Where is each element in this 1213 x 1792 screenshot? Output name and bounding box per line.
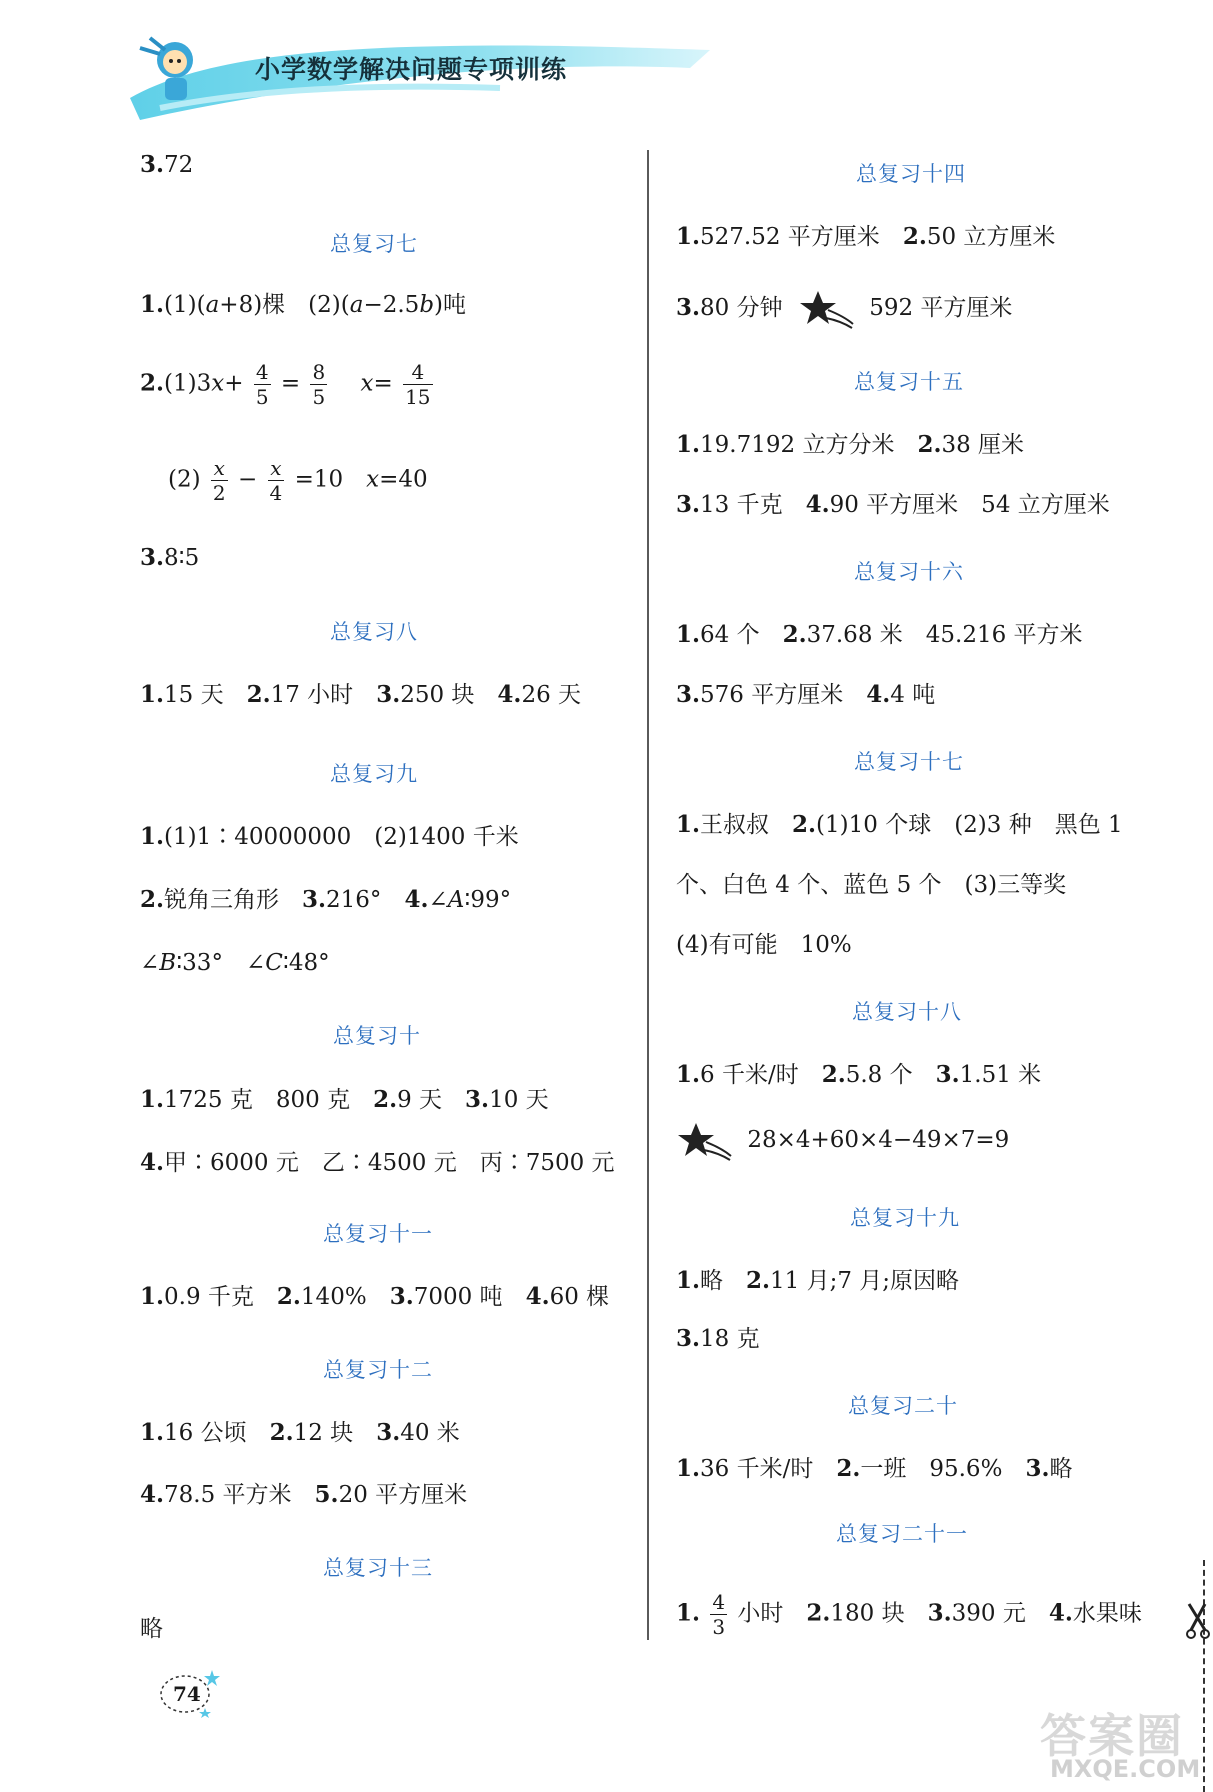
header-title: 小学数学解决问题专项训练 — [255, 55, 568, 84]
star-icon — [204, 1670, 220, 1686]
answer-line: 2.(1)3x+ $\frac{4}{5}$ = $\frac{8}{5}$ x= $\frac{4}{15}$ — [140, 360, 431, 409]
section-heading: 总复习十九 — [850, 1206, 960, 1230]
section-heading: 总复习二十 — [848, 1394, 958, 1418]
answer-line: 略 — [140, 1616, 163, 1642]
answer-line: 2.锐角三角形 3.216° 4.∠A∶99° — [140, 886, 512, 913]
section-heading: 总复习十四 — [856, 162, 966, 186]
answer-line: 3.72 — [140, 151, 194, 178]
answer-line: 1.36 千米/时 2.一班 95.6% 3.略 — [676, 1455, 1073, 1482]
fraction: $\frac{4}{15}$ — [405, 360, 431, 409]
scissors-icon — [1185, 1600, 1211, 1640]
fraction: $\frac{8}{5}$ — [312, 360, 326, 409]
star-icon — [798, 288, 854, 330]
answer-line: 1.1725 克 800 克 2.9 天 3.10 天 — [140, 1086, 549, 1113]
section-heading: 总复习九 — [330, 762, 418, 786]
fraction: $\frac{4}{3}$ — [712, 1590, 726, 1639]
watermark: 答案圈 — [1040, 1709, 1184, 1763]
answer-line: 3.13 千克 4.90 平方厘米 54 立方厘米 — [676, 491, 1110, 518]
section-heading: 总复习七 — [330, 232, 418, 256]
answer-line: 3.8∶5 — [140, 544, 200, 571]
answer-line: 1.(1)(a+8)棵 (2)(a−2.5b)吨 — [140, 291, 467, 318]
section-heading: 总复习十三 — [323, 1556, 433, 1580]
section-heading: 总复习二十一 — [836, 1522, 968, 1546]
page-number: 74 — [173, 1682, 201, 1706]
answer-line: 1.64 个 2.37.68 米 45.216 平方米 — [676, 621, 1083, 648]
answer-line: 4.甲∶6000 元 乙∶4500 元 丙∶7500 元 — [140, 1149, 615, 1176]
answer-line: 3.576 平方厘米 4.4 吨 — [676, 681, 936, 708]
answer-line: 1.王叔叔 2.(1)10 个球 (2)3 种 黑色 1 — [676, 811, 1123, 838]
section-heading: 总复习十六 — [854, 560, 964, 584]
answer-line: 1.略 2.11 月;7 月;原因略 — [676, 1267, 960, 1294]
answer-line: 1.16 公顷 2.12 块 3.40 米 — [140, 1419, 460, 1446]
column-divider — [647, 150, 649, 1640]
answer-line: ∠B∶33° ∠C∶48° — [140, 950, 330, 976]
answer-line: 1.15 天 2.17 小时 3.250 块 4.26 天 — [140, 681, 582, 708]
answer-line: (4)有可能 10% — [676, 932, 852, 958]
answer-line: 1.(1)1∶40000000 (2)1400 千米 — [140, 823, 519, 850]
answer-line: 28×4+60×4−49×7=9 — [676, 1120, 1009, 1162]
answer-line: 1.19.7192 立方分米 2.38 厘米 — [676, 431, 1025, 458]
star-icon — [676, 1120, 732, 1162]
fraction: $\frac{x}{4}$ — [269, 456, 283, 505]
section-heading: 总复习十五 — [854, 370, 964, 394]
cut-line — [1203, 1560, 1205, 1792]
answer-line: 3.80 分钟 592 平方厘米 — [676, 288, 1012, 330]
section-heading: 总复习十一 — [323, 1222, 433, 1246]
answer-line: 1.0.9 千克 2.140% 3.7000 吨 4.60 棵 — [140, 1283, 610, 1310]
answer-line: 1.527.52 平方厘米 2.50 立方厘米 — [676, 223, 1056, 250]
section-heading: 总复习十七 — [854, 750, 964, 774]
fraction: $\frac{4}{5}$ — [255, 360, 269, 409]
answer-line: 4.78.5 平方米 5.20 平方厘米 — [140, 1481, 468, 1508]
answer-line: 1.6 千米/时 2.5.8 个 3.1.51 米 — [676, 1061, 1042, 1088]
section-heading: 总复习八 — [330, 620, 418, 644]
fraction: $\frac{x}{2}$ — [212, 456, 226, 505]
section-heading: 总复习十二 — [323, 1358, 433, 1382]
watermark-url: MXQE.COM — [1050, 1755, 1201, 1783]
section-heading: 总复习十 — [333, 1024, 421, 1048]
answer-line: (2) $\frac{x}{2}$ − $\frac{x}{4}$ =10 x=40 — [168, 456, 428, 505]
answer-line: 1. $\frac{4}{3}$ 小时 2.180 块 3.390 元 4.水果味 — [676, 1590, 1142, 1639]
answer-line: 3.18 克 — [676, 1325, 760, 1352]
section-heading: 总复习十八 — [852, 1000, 962, 1024]
answer-line: 个、白色 4 个、蓝色 5 个 (3)三等奖 — [676, 872, 1067, 898]
star-icon — [199, 1708, 211, 1718]
